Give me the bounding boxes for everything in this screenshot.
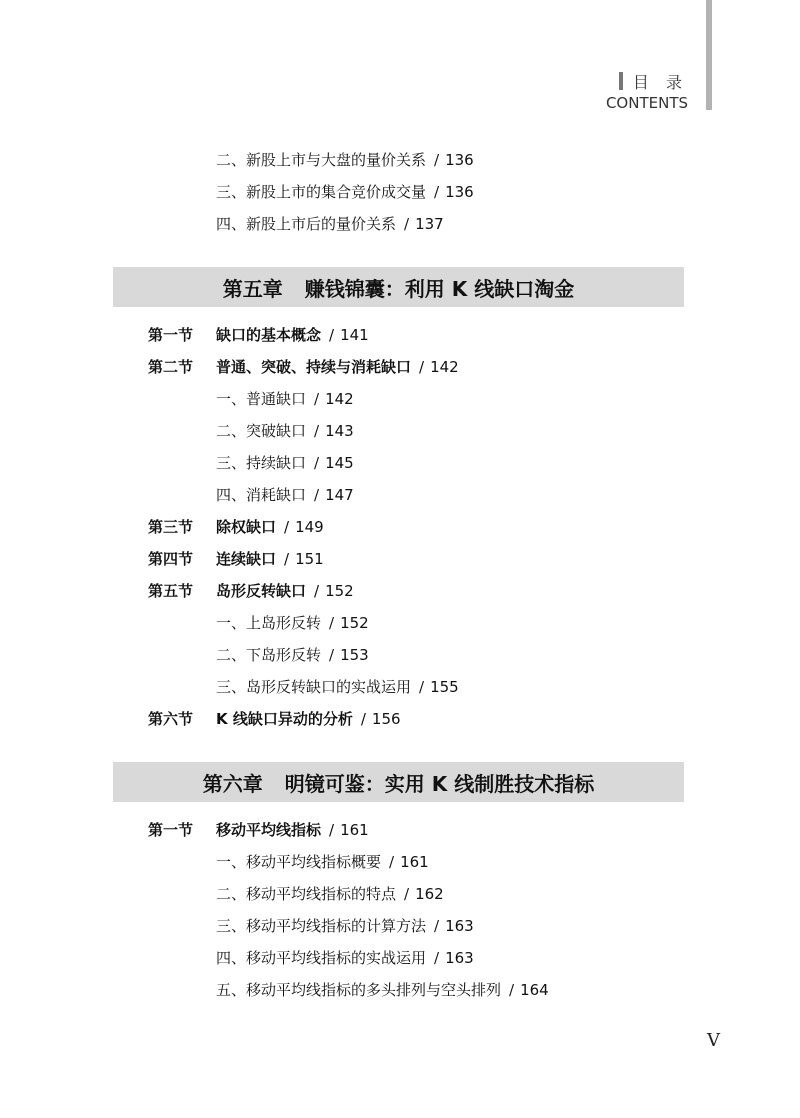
toc-page-number: 163	[445, 949, 474, 967]
section-title: 缺口的基本概念	[216, 326, 322, 344]
toc-entry[interactable]	[216, 421, 354, 441]
toc-entry-title: 四、新股上市后的量价关系	[216, 215, 397, 233]
section-label: 第二节	[148, 358, 194, 376]
toc-entry[interactable]	[216, 613, 369, 633]
toc-separator: /	[284, 518, 290, 536]
toc-page-number: 152	[340, 614, 369, 632]
toc-section[interactable]	[148, 581, 354, 601]
toc-entry[interactable]	[216, 453, 354, 473]
toc-entry[interactable]	[216, 214, 444, 234]
toc-separator: /	[419, 678, 425, 696]
section-label: 第六节	[148, 710, 194, 728]
toc-entry[interactable]	[216, 485, 354, 505]
toc-page-number: 147	[325, 486, 354, 504]
section-label: 第三节	[148, 518, 194, 536]
header-mark	[619, 72, 623, 90]
section-label: 第一节	[148, 326, 194, 344]
toc-entry[interactable]	[216, 677, 459, 697]
toc-separator: /	[434, 949, 440, 967]
toc-entry[interactable]	[216, 916, 474, 936]
toc-separator: /	[284, 550, 290, 568]
toc-entry-title: 四、消耗缺口	[216, 486, 307, 504]
chapter-number: 第六章	[202, 771, 263, 796]
toc-page-number: 136	[445, 151, 474, 169]
toc-separator: /	[314, 390, 320, 408]
section-label: 第四节	[148, 550, 194, 568]
toc-entry-title: 三、持续缺口	[216, 454, 307, 472]
toc-entry[interactable]	[216, 884, 444, 904]
section-title: 连续缺口	[216, 550, 277, 568]
toc-section[interactable]	[148, 709, 401, 729]
section-label: 第五节	[148, 582, 194, 600]
toc-page-number: 161	[340, 821, 369, 839]
toc-page-number: 152	[325, 582, 354, 600]
toc-page-number: 151	[295, 550, 324, 568]
toc-separator: /	[329, 646, 335, 664]
toc-page-number: 156	[371, 710, 401, 728]
toc-entry[interactable]	[216, 389, 354, 409]
toc-section[interactable]	[148, 325, 369, 345]
page-header	[606, 70, 688, 112]
chapter-banner[interactable]	[113, 762, 684, 802]
toc-entry-title: 五、移动平均线指标的多头排列与空头排列	[216, 981, 502, 999]
toc-entry-title: 二、新股上市与大盘的量价关系	[216, 151, 427, 169]
toc-entry-title: 一、移动平均线指标概要	[216, 853, 382, 871]
toc-page-number: 164	[520, 981, 549, 999]
toc-entry-title: 二、下岛形反转	[216, 646, 322, 664]
toc-separator: /	[434, 183, 440, 201]
toc-page-number: 163	[445, 917, 474, 935]
section-title: K 线缺口异动的分析	[216, 710, 353, 728]
toc-entry-title: 一、上岛形反转	[216, 614, 322, 632]
toc-page-number: 153	[340, 646, 369, 664]
toc-separator: /	[360, 710, 366, 728]
toc-entry-title: 三、新股上市的集合竞价成交量	[216, 183, 427, 201]
toc-separator: /	[314, 422, 320, 440]
toc-entry[interactable]	[216, 645, 369, 665]
header-subtitle: CONTENTS	[605, 94, 688, 112]
toc-separator: /	[314, 454, 320, 472]
page-folio: V	[707, 1030, 720, 1051]
toc-page-number: 145	[325, 454, 354, 472]
section-title: 岛形反转缺口	[216, 582, 307, 600]
section-title: 普通、突破、持续与消耗缺口	[216, 358, 412, 376]
toc-separator: /	[404, 215, 410, 233]
section-title: 除权缺口	[216, 518, 277, 536]
chapter-title: 赚钱锦囊：利用 K 线缺口淘金	[304, 276, 575, 301]
section-title: 移动平均线指标	[216, 821, 322, 839]
toc-page-number: 149	[295, 518, 324, 536]
toc-page-number: 136	[445, 183, 474, 201]
chapter-title: 明镜可鉴：实用 K 线制胜技术指标	[284, 771, 595, 796]
toc-page-number: 141	[340, 326, 369, 344]
chapter-number: 第五章	[222, 276, 283, 301]
toc-entry-title: 二、移动平均线指标的特点	[216, 885, 397, 903]
toc-page-number: 155	[430, 678, 459, 696]
header-title: 目 录	[632, 72, 688, 92]
toc-separator: /	[404, 885, 410, 903]
toc-separator: /	[329, 614, 335, 632]
toc-page-number: 137	[415, 215, 444, 233]
toc-entry-title: 一、普通缺口	[216, 390, 307, 408]
toc-entry[interactable]	[216, 182, 474, 202]
toc-entry[interactable]	[216, 980, 549, 1000]
toc-separator: /	[434, 917, 440, 935]
toc-separator: /	[389, 853, 395, 871]
toc-section[interactable]	[148, 549, 324, 569]
toc-page-number: 142	[430, 358, 459, 376]
toc-page-number: 162	[415, 885, 444, 903]
toc-page-number: 161	[400, 853, 429, 871]
toc-entry-title: 二、突破缺口	[216, 422, 307, 440]
page-edge-bar	[706, 0, 712, 110]
toc-page-number: 143	[325, 422, 354, 440]
header-title-row	[606, 70, 688, 92]
toc-entry[interactable]	[216, 948, 474, 968]
toc-separator: /	[329, 326, 335, 344]
toc-separator: /	[419, 358, 425, 376]
toc-entry-title: 四、移动平均线指标的实战运用	[216, 949, 427, 967]
toc-entry-title: 三、移动平均线指标的计算方法	[216, 917, 427, 935]
toc-separator: /	[314, 486, 320, 504]
toc-entry[interactable]	[216, 852, 429, 872]
toc-separator: /	[434, 151, 440, 169]
toc-section[interactable]	[148, 517, 324, 537]
toc-separator: /	[329, 821, 335, 839]
toc-separator: /	[509, 981, 515, 999]
section-label: 第一节	[148, 821, 194, 839]
toc-page-number: 142	[325, 390, 354, 408]
toc-entry-title: 三、岛形反转缺口的实战运用	[216, 678, 412, 696]
chapter-banner[interactable]	[113, 267, 684, 307]
toc-section[interactable]	[148, 357, 459, 377]
toc-section[interactable]	[148, 820, 369, 840]
toc-entry[interactable]	[216, 150, 474, 170]
toc-separator: /	[314, 582, 320, 600]
